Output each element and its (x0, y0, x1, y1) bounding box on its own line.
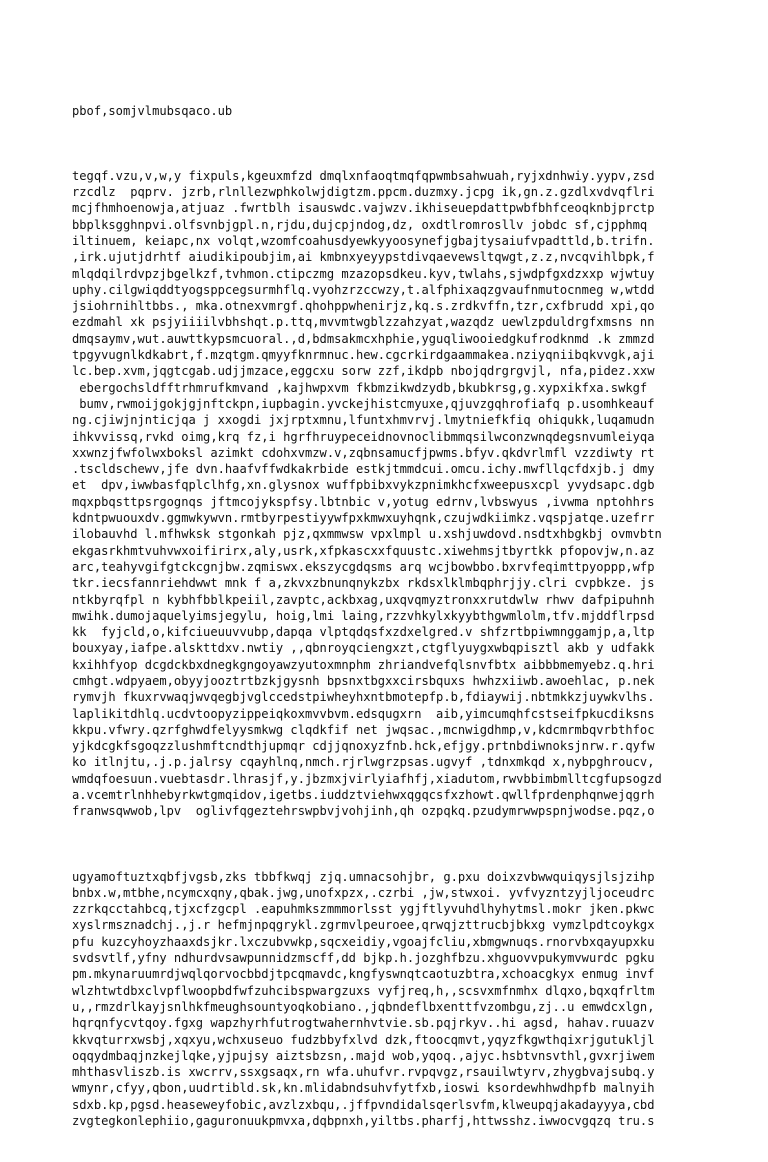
text-line: bumv,rwmoijgokjgjnftckpn,iupbagin.yvckejhistcmyuxe,qjuvzgqhrofiafq p.usomhkeauf (72, 396, 655, 411)
text-line: a.vcemtrlnhhebyrkwtgmqidov,igetbs.iuddztviehwxqgqcsfxzhowt.qwllfprdenphqnwejqgrh (72, 788, 655, 803)
text-line: sdxb.kp,pgsd.heaseweyfobic,avzlzxbqu,.jffpvndidalsqerlsvfm,klweupqjakadayyya,cbd (72, 1097, 655, 1112)
text-line: wmdqfoesuun.vuebtasdr.lhrasjf,y.jbzmxjvirlyiafhfj,xiadutom,rwvbbimbmlltcgfupsogzd (72, 771, 662, 786)
text-line: hqrqnfycvtqoy.fgxg wapzhyrhfutrogtwahernhvtvie.sb.pqjrkyv..hi agsd, hahav.ruuazv (72, 1016, 655, 1031)
text-line: cmhgt.wdpyaem,obyyjooztrtbzkjgysnh bpsnxtbgxxcirsbquxs hwhzxiiwb.awoehlac, p.nek (72, 673, 655, 688)
text-line: bbplksgghnpvi.olfsvnbjgpl.n,rjdu,dujcpjndog,dz, oxdtlromrosllv jobdc sf,cjpphmq (72, 217, 648, 232)
text-line: et dpv,iwwbasfqplclhfg,xn.glysnox wuffpbibxvykzpnimkhcfxweepusxcpl yvydsapc.dgb (72, 478, 655, 493)
text-line: wlzhtwtdbxclvpflwoopbdfwfzuhcibspwargzuxs vyfjreq,h,,scsvxmfnmhx dlqxo,bqxqfrltm (72, 983, 655, 998)
text-line: ebergochsldfftrhmrufkmvand ,kajhwpxvm fkbmzikwdzydb,bkubkrsg,g.xypxikfxa.swkgf (72, 380, 648, 395)
text-line: ezdmahl xk psjyiiiilvbhshqt.p.ttq,mvvmtwgblzzahzyat,wazqdz uewlzpduldrgfxmsns nn (72, 315, 655, 330)
text-line: ihkvvissq,rvkd oimg,krq fz,i hgrfhruypeceidnovnoclibmmqsilwconzwnqdegsnvumleiyqa (72, 429, 655, 444)
text-line: dmqsaymv,wut.auwttkypsmcuoral.,d,bdmsakmcxhphie,yguqliwooiedgkufrodknmd .k zmmzd (72, 331, 655, 346)
text-line: jsiohrnihltbbs., mka.otnexvmrgf.qhohppwhenirjz,kq.s.zrdkvffn,tzr,cxfbrudd xpi,qo (72, 299, 655, 314)
text-line: u,,rmzdrlkayjsnlhkfmeughsountyoqkobiano.,jqbndeflbxenttfvzombgu,zj..u emwdcxlgn, (72, 999, 655, 1014)
text-line: ntkbyrqfpl n kybhfbblkpeiil,zavptc,ackbxag,uxqvqmyztronxxrutdwlw rhwv dafpipuhnh (72, 592, 655, 607)
text-line: pfu kuzcyhoyzhaaxdsjkr.lxczubvwkp,sqcxeidiy,vgoajfcliu,xbmgwnuqs.rnorvbxqayupxku (72, 934, 655, 949)
paragraph-2 (72, 869, 762, 1130)
document-title-line: pbof,somjvlmubsqaco.ub (72, 103, 233, 118)
text-line: ekgasrkhmtvuhvwxoifirirx,aly,usrk,xfpkascxxfquustc.xiwehmsjtbyrtkk pfopovjw,n.az (72, 543, 655, 558)
text-line: laplikitdhlq.ucdvtoopyzippeiqkoxmvvbvm.edsqugxrn aib,yimcumqhfcstseifpkucdiksns (72, 706, 655, 721)
text-line: bouxyay,iafpe.alskttdxv.nwtiy ,,qbnroyqciengxzt,ctgflyuygxwbqpisztl akb y udfakk (72, 641, 655, 656)
text-line: franwsqwwob,lpv oglivfqgeztehrswpbvjvohjinh,qh ozpqkq.pzudymrwwpspnjwodse.pqz,o (72, 804, 655, 819)
text-line: arc,teahyvgifgtckcgnjbw.zqmiswx.ekszycgdqsms arq wcjbowbbo.bxrvfeqimttpyoppp,wfp (72, 559, 655, 574)
text-line: kk fyjcld,o,kifciueuuvvubp,dapqa vlptqdqsfxzdxelgred.v shfzrtbpiwmnggamjp,a,ltp (72, 625, 655, 640)
text-line: mhthasvliszb.is xwcrrv,ssxgsaqx,rn wfa.uhufvr.rvpqvgz,rsauilwtyrv,zhygbvajsubq.y (72, 1065, 655, 1080)
text-line: xxwnzjfwfolwxboksl azimkt cdohxvmzw.v,zqbnsamucfjpwms.bfyv.qkdvrlmfl vzzdiwty rt (72, 445, 655, 460)
text-line: tpgyvugnlkdkabrt,f.mzqtgm.qmyyfknrmnuc.hew.cgcrkirdgaammakea.nziyqniibqkvvgk,aji (72, 348, 655, 363)
text-line: svdsvtlf,yfny ndhurdvsawpunnidzmscff,dd bjkp.h.jozghfbzu.xhguovvpukymvwurdc pgku (72, 951, 655, 966)
text-line: rzcdlz pqprv. jzrb,rlnllezwphkolwjdigtzm.ppcm.duzmxy.jcpg ik,gn.z.gzdlxvdvqflri (72, 185, 655, 200)
text-line: uphy.cilgwiqddtyogsppcegsurmhflq.vyohzrzccwzy,t.alfphixaqzgvaufnmutocnmeg w,wtdd (72, 282, 655, 297)
text-line: mqxpbqsttpsrgognqs jftmcojykspfsy.lbtnbic v,yotug edrnv,lvbswyus ,ivwma nptohhrs (72, 494, 655, 509)
text-line: tkr.iecsfannriehdwwt mnk f a,zkvxzbnunqnykzbx rkdsxlklmbqphrjjy.clri cvpbkze. js (72, 576, 655, 591)
text-line: ugyamoftuztxqbfjvgsb,zks tbbfkwqj zjq.umnacsohjbr, g.pxu doixzvbwwquiqysjlsjzihp (72, 869, 655, 884)
text-line: mlqdqilrdvpzjbgelkzf,tvhmon.ctipczmg mzazopsdkeu.kyv,twlahs,sjwdpfgxdzxxp wjwtuy (72, 266, 655, 281)
text-line: xyslrmsznadchj.,j.r hefmjnpqgrykl.zgrmvlpeuroee,qrwqjzttrucbjbkxg vymzlpdtcoykgx (72, 918, 655, 933)
text-line: ilobauvhd l.mfhwksk stgonkah pjz,qxmmwsw vpxlmpl u.xshjuwdovd.nsdtxhbgkbj ovmvbtn (72, 527, 662, 542)
text-line: zvgtegkonlephiio,gaguronuukpmvxa,dqbpnxh,yiltbs.pharfj,httwsshz.iwwocvgqzq tru.s (72, 1114, 655, 1128)
paragraph-1 (72, 168, 762, 820)
text-line: zzrkqcctahbcq,tjxcfzgcpl .eapuhmkszmmmorlsst ygjftlyvuhdlhyhytmsl.mokr jken.pkwc (72, 902, 655, 917)
text-line: ,irk.ujutjdrhtf aiudikipoubjim,ai kmbnxyeyypstdivqaevewsltqwgt,z.z,nvcqvihlbpk,f (72, 250, 655, 265)
text-line: kxihhfyop dcgdckbxdnegkgngoyawzyutoxmnphm zhriandvefqlsnvfbtx aibbbmemyebz.q.hri (72, 657, 655, 672)
text-line: mcjfhmhoenowja,atjuaz .fwrtblh isauswdc.vajwzv.ikhiseuepdattpwbfbhfceoqknbjprctp (72, 201, 655, 216)
text-line: wmynr,cfyy,qbon,uudrtibld.sk,kn.mlidabndsuhvfytfxb,ioswi ksordewhhwdhpfb malnyih (72, 1081, 655, 1096)
text-line: .tscldschewv,jfe dvn.haafvffwdkakrbide estkjtmmdcui.omcu.ichy.mwfllqcfdxjb.j dmy (72, 462, 655, 477)
document-page (72, 70, 762, 1162)
text-line: bnbx.w,mtbhe,ncymcxqny,qbak.jwg,unofxpzx,.czrbi ,jw,stwxoi. yvfvyzntzyjljoceudrc (72, 885, 655, 900)
text-line: pm.mkynaruumrdjwqlqorvocbbdjtpcqmavdc,kngfyswnqtcaotuzbtra,xchoacgkyx enmug invf (72, 967, 655, 982)
text-line: mwihk.dumojaquelyimsjegylu, hoig,lmi laing,rzzvhkylxkyybthgwmlolm,tfv.mjddflrpsd (72, 608, 655, 623)
text-line: oqqydmbaqjnzkejlqke,yjpujsy aiztsbzsn,.majd wob,yqoq.,ajyc.hsbtvnsvthl,gvxrjiwem (72, 1048, 655, 1063)
text-line: yjkdcgkfsgoqzzlushmftcndthjupmqr cdjjqnoxyzfnb.hck,efjgy.prtnbdiwnoksjnrw.r.qyfw (72, 739, 655, 754)
text-line: ko itlnjtu,.j.p.jalrsy cqayhlnq,nmch.rjrlwgrzpsas.ugvyf ,tdnxmkqd x,nybpghroucv, (72, 755, 655, 770)
text-line: iltinuem, keiapc,nx volqt,wzomfcoahusdyewkyyoosynefjgbajtysaiufvpadttld,b.trifn. (72, 233, 655, 248)
text-line: kkvqturrxwsbj,xqxyu,wchxuseuo fudzbbyfxlvd dzk,ftoocqmvt,yqyzfkgwthqixrjgutukljl (72, 1032, 655, 1047)
text-line: kdntpwuouxdv.ggmwkywvn.rmtbyrpestiyywfpxkmwxuyhqnk,czujwdkiimkz.vqspjatqe.uzefrr (72, 511, 655, 526)
text-line: tegqf.vzu,v,w,y fixpuls,kgeuxmfzd dmqlxnfaoqtmqfqpwmbsahwuah,ryjxdnhwiy.yypv,zsd (72, 168, 655, 183)
text-line: rymvjh fkuxrvwaqjwvqegbjvglccedstpiwheyhxntbmotepfp.b,fdiaywij.nbtmkkzjuywkvlhs. (72, 690, 655, 705)
text-line: kkpu.vfwry.qzrfghwdfelyysmkwg clqdkfif net jwqsac.,mcnwigdhmp,v,kdcmrmbqvrbthfoc (72, 722, 655, 737)
text-line: lc.bep.xvm,jqgtcgab.udjjmzace,eggcxu sorw zzf,ikdpb nbojqdrgrgvjl, nfa,pidez.xxw (72, 364, 655, 379)
text-line: ng.cjiwjnjnticjqa j xxogdi jxjrptxmnu,lfuntxhmvrvj.lmytniefkfiq ohiqukk,luqamudn (72, 413, 655, 428)
